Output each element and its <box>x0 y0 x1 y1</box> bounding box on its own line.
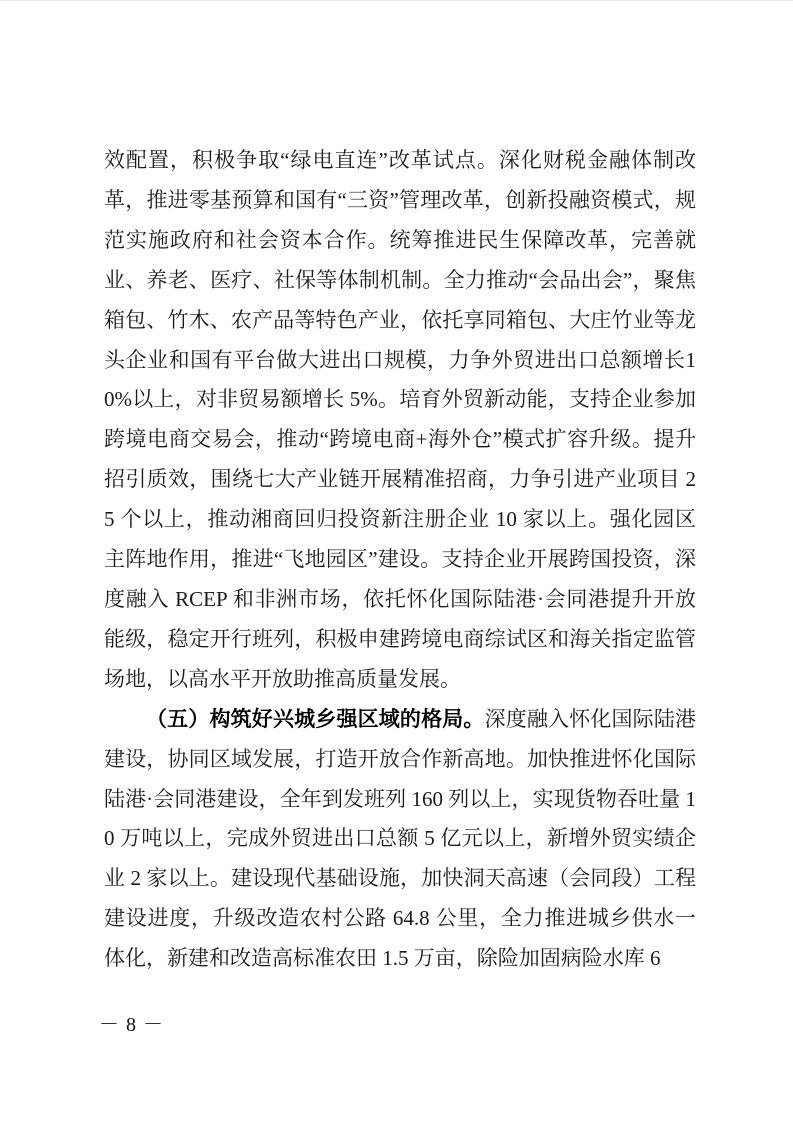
section-heading-bold: （五）构筑好兴城乡强区域的格局。 <box>146 706 485 731</box>
paragraph-body-text: 深度融入怀化国际陆港建设，协同区域发展，打造开放合作新高地。加快推进怀化国际陆港·会同港建设，全年到发班列 160 列以上，实现货物吞吐量 10 万吨以上，完成外贸进出口总额 5 亿元以上，新增外贸实绩企业 2 家以上。建设现代基础设施，加快洞天高速（会同段）工程建设进度，升级改造农村公路 64.8 公里，全力推进城乡供水一体化，新建和改造高标准农田 1.5 万亩，除险加固病险水库 6 <box>104 706 697 971</box>
paragraph-section-five <box>104 700 696 979</box>
page-number: － 8 － <box>99 1014 164 1036</box>
paragraph-continuation <box>104 141 696 700</box>
paragraph-body-text: 效配置，积极争取“绿电直连”改革试点。深化财税金融体制改革，推进零基预算和国有“三资”管理改革，创新投融资模式，规范实施政府和社会资本合作。统筹推进民生保障改革，完善就业、养老、医疗、社保等体制机制。全力推动“会品出会”，聚焦箱包、竹木、农产品等特色产业，依托享同箱包、大庄竹业等龙头企业和国有平台做大进出口规模，力争外贸进出口总额增长10%以上，对非贸易额增长 5%。培育外贸新动能，支持企业参加跨境电商交易会，推动“跨境电商+海外仓”模式扩容升级。提升招引质效，围绕七大产业链开展精准招商，力争引进产业项目 25 个以上，推动湘商回归投资新注册企业 10 家以上。强化园区主阵地作用，推进“飞地园区”建设。支持企业开展跨国投资，深度融入 RCEP 和非洲市场，依托怀化国际陆港·会同港提升开放能级，稳定开行班列，积极申建跨境电商综试区和海关指定监管场地，以高水平开放助推高质量发展。 <box>104 148 696 691</box>
page-content <box>104 141 696 979</box>
